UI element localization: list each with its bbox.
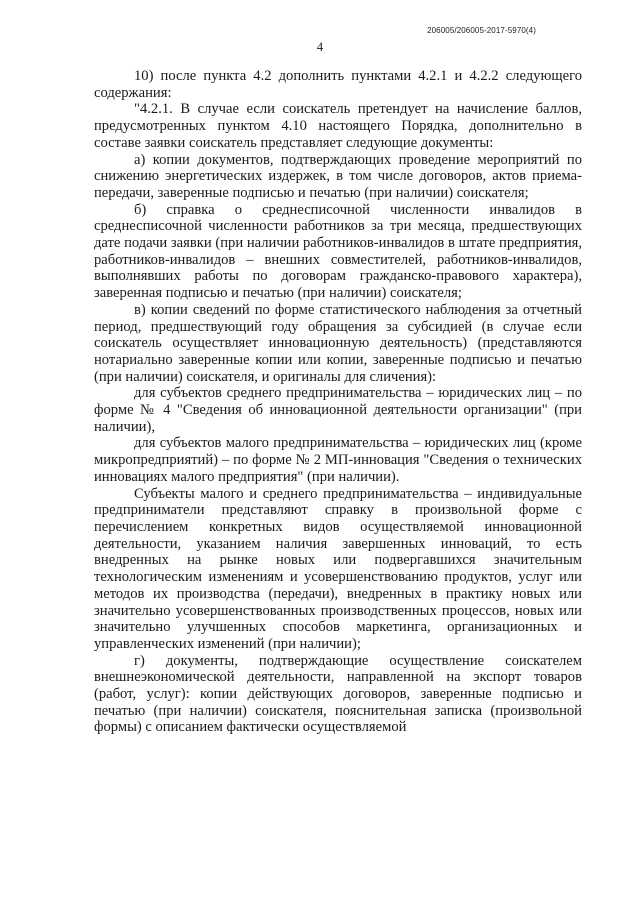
paragraph-individual-entrepreneurs: Субъекты малого и среднего предпринимательства – индивидуальные предприниматели представляют справку в произвольной форме с перечислением конкретных видов осуществляемой инновационной деятельности, указанием наличия завершенных инноваций, то есть внедренных на рынке новых или подвергавшихся значительным технологическим изменениям и усовершенствованию продуктов, услуг или методов их производства (передачи), внедренных в практику новых или значительно усовершенствованных производственных процессов, новых или значительно улучшенных способов маркетинга, организационных и управленческих изменений (при наличии); — [94, 485, 582, 652]
paragraph-item-v: в) копии сведений по форме статистического наблюдения за отчетный период, предшествующий году обращения за субсидией (в случае если соискатель осуществляет инновационную деятельность) (представляются нотариально заверенные копии или копии, заверенные подписью и печатью (при наличии) соискателя, и оригиналы для сличения): — [94, 301, 582, 385]
page-number: 4 — [316, 40, 324, 54]
paragraph-item-g: г) документы, подтверждающие осуществление соискателем внешнеэкономической деятельности, направленной на экспорт товаров (работ, услуг): копии действующих договоров, заверенные подписью и печатью (при наличии) соискателя, пояснительная записка (произвольной формы) с описанием фактически осуществляемой — [94, 652, 582, 736]
paragraph-item-a: а) копии документов, подтверждающих проведение мероприятий по снижению энергетических издержек, в том числе договоров, актов приема-передачи, заверенные подписью и печатью (при наличии) соискателя; — [94, 151, 582, 201]
paragraph-small-business: для субъектов малого предпринимательства – юридических лиц (кроме микропредприятий) – по форме № 2 МП-инновация "Сведения о технических инновациях малого предприятия" (при наличии). — [94, 435, 582, 485]
paragraph-item-b: б) справка о среднесписочной численности инвалидов в среднесписочной численности работников за три месяца, предшествующих дате подачи заявки (при наличии работников-инвалидов в штате предприятия, работников-инвалидов – внешних совместителей, работников-инвалидов, выполнявших работы по договорам гражданско-правового характера), заверенная подписью и печатью (при наличии) соискателя; — [94, 201, 582, 302]
paragraph-medium-business: для субъектов среднего предпринимательства – юридических лиц – по форме № 4 "Сведения об инновационной деятельности организации" (при наличии), — [94, 385, 582, 435]
document-body — [94, 68, 582, 736]
document-id: 206005/206005-2017-5970(4) — [427, 26, 536, 35]
paragraph-amendment-intro: 10) после пункта 4.2 дополнить пунктами 4.2.1 и 4.2.2 следующего содержания: — [94, 68, 582, 101]
paragraph-4-2-1: "4.2.1. В случае если соискатель претендует на начисление баллов, предусмотренных пунктом 4.10 настоящего Порядка, дополнительно в составе заявки соискатель представляет следующие документы: — [94, 101, 582, 151]
